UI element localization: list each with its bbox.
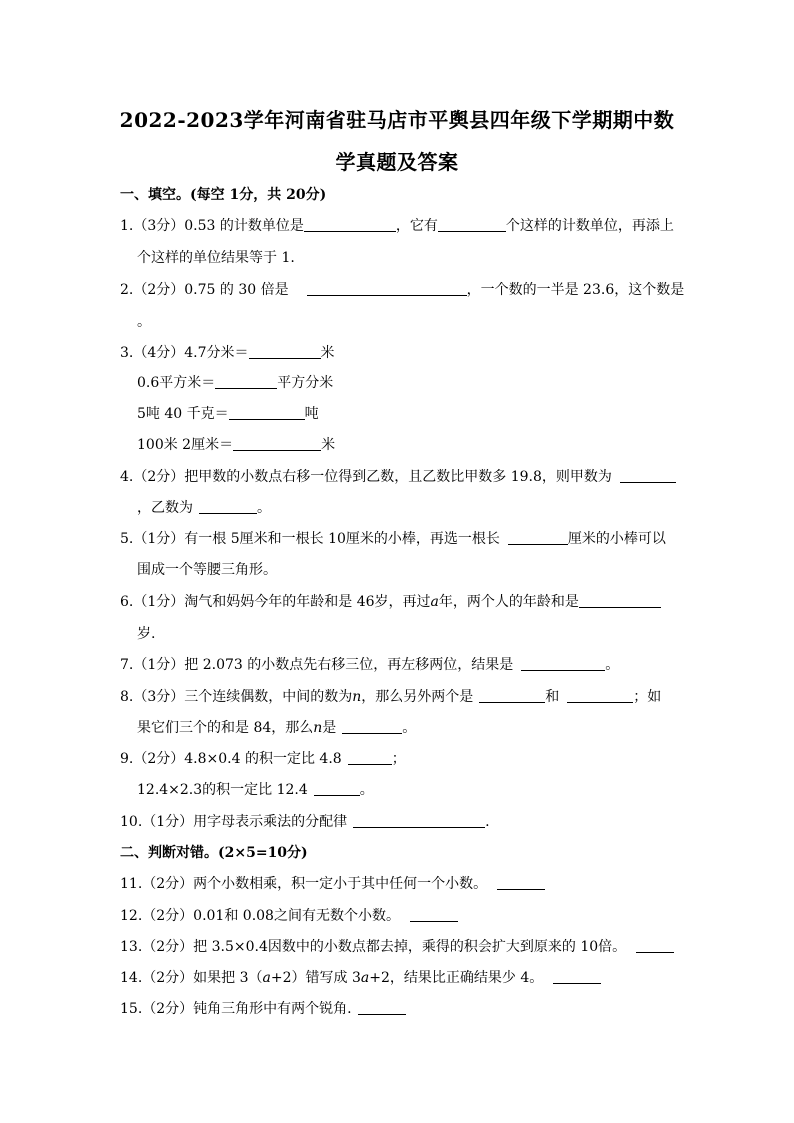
answer-blank[interactable] <box>348 750 392 765</box>
answer-blank[interactable] <box>567 688 633 703</box>
question-9: 9.（2分）4.8×0.4 的积一定比 4.8 ； <box>120 751 406 767</box>
answer-blank[interactable] <box>307 281 467 296</box>
answer-blank[interactable] <box>249 344 321 359</box>
answer-blank[interactable] <box>579 593 661 608</box>
question-9-part-b: 12.4×2.3的积一定比 12.4 。 <box>137 782 374 798</box>
answer-blank[interactable] <box>314 781 360 796</box>
question-12: 12.（2分）0.01和 0.08之间有无数个小数。 <box>120 906 458 926</box>
question-3-part-c: 5吨 40 千克＝ 吨 <box>137 406 319 422</box>
question-2-cont: 。 <box>137 314 151 330</box>
question-11: 11.（2分）两个小数相乘，积一定小于其中任何一个小数。 <box>120 874 545 894</box>
answer-blank[interactable] <box>215 374 277 389</box>
question-3-part-d: 100米 2厘米＝ 米 <box>137 437 336 453</box>
answer-blank[interactable] <box>233 436 321 451</box>
question-1: 1.（3分）0.53 的计数单位是 ，它有 个这样的计数单位，再添上 <box>120 218 674 234</box>
question-3: 3.（4分）4.7分米＝ 米 <box>120 345 335 361</box>
question-2: 2.（2分）0.75 的 30 倍是 ，一个数的一半是 23.6，这个数是 <box>120 282 685 298</box>
answer-blank[interactable] <box>636 938 674 953</box>
question-1-cont: 个这样的单位结果等于 1. <box>137 250 295 266</box>
question-6-cont: 岁. <box>137 626 156 642</box>
section-true-false-heading: 二、判断对错。(2×5=10分) <box>120 845 308 861</box>
answer-blank[interactable] <box>304 217 396 232</box>
question-8-cont: 果它们三个的和是 84，那么n是 。 <box>137 720 417 736</box>
question-5-cont: 围成一个等腰三角形。 <box>137 562 277 578</box>
question-8: 8.（3分）三个连续偶数，中间的数为n，那么另外两个是 和 ；如 <box>120 689 662 705</box>
question-5: 5.（1分）有一根 5厘米和一根长 10厘米的小棒，再选一根长 厘米的小棒可以 <box>120 531 666 547</box>
answer-blank[interactable] <box>199 499 257 514</box>
question-3-part-b: 0.6平方米＝ 平方分米 <box>137 375 334 391</box>
question-6: 6.（1分）淘气和妈妈今年的年龄和是 46岁，再过a年，两个人的年龄和是 <box>120 592 661 612</box>
question-14: 14.（2分）如果把 3（a+2）错写成 3a+2，结果比正确结果少 4。 <box>120 968 601 988</box>
answer-blank[interactable] <box>229 405 305 420</box>
answer-blank[interactable] <box>508 530 568 545</box>
answer-blank[interactable] <box>342 719 402 734</box>
doc-title-line2: 学真题及答案 <box>335 150 459 174</box>
question-15: 15.（2分）钝角三角形中有两个锐角. <box>120 999 406 1019</box>
answer-blank[interactable] <box>438 217 506 232</box>
answer-blank[interactable] <box>410 907 458 922</box>
answer-blank[interactable] <box>353 813 485 828</box>
question-4-cont: ，乙数为 。 <box>137 500 271 516</box>
answer-blank[interactable] <box>620 468 676 483</box>
answer-blank[interactable] <box>479 688 545 703</box>
question-7: 7.（1分）把 2.073 的小数点先右移三位，再左移两位，结果是 。 <box>120 657 620 673</box>
answer-blank[interactable] <box>521 656 605 671</box>
question-4: 4.（2分）把甲数的小数点右移一位得到乙数，且乙数比甲数多 19.8，则甲数为 <box>120 467 676 487</box>
answer-blank[interactable] <box>553 969 601 984</box>
question-10: 10.（1分）用字母表示乘法的分配律 . <box>120 814 490 830</box>
section-fill-blank-heading: 一、填空。(每空 1分，共 20分) <box>120 187 327 203</box>
question-13: 13.（2分）把 3.5×0.4因数中的小数点都去掉，乘得的积会扩大到原来的 10倍。 <box>120 937 674 957</box>
answer-blank[interactable] <box>497 875 545 890</box>
answer-blank[interactable] <box>358 1000 406 1015</box>
doc-title-line1: 2022-2023学年河南省驻马店市平舆县四年级下学期期中数 <box>119 108 675 132</box>
